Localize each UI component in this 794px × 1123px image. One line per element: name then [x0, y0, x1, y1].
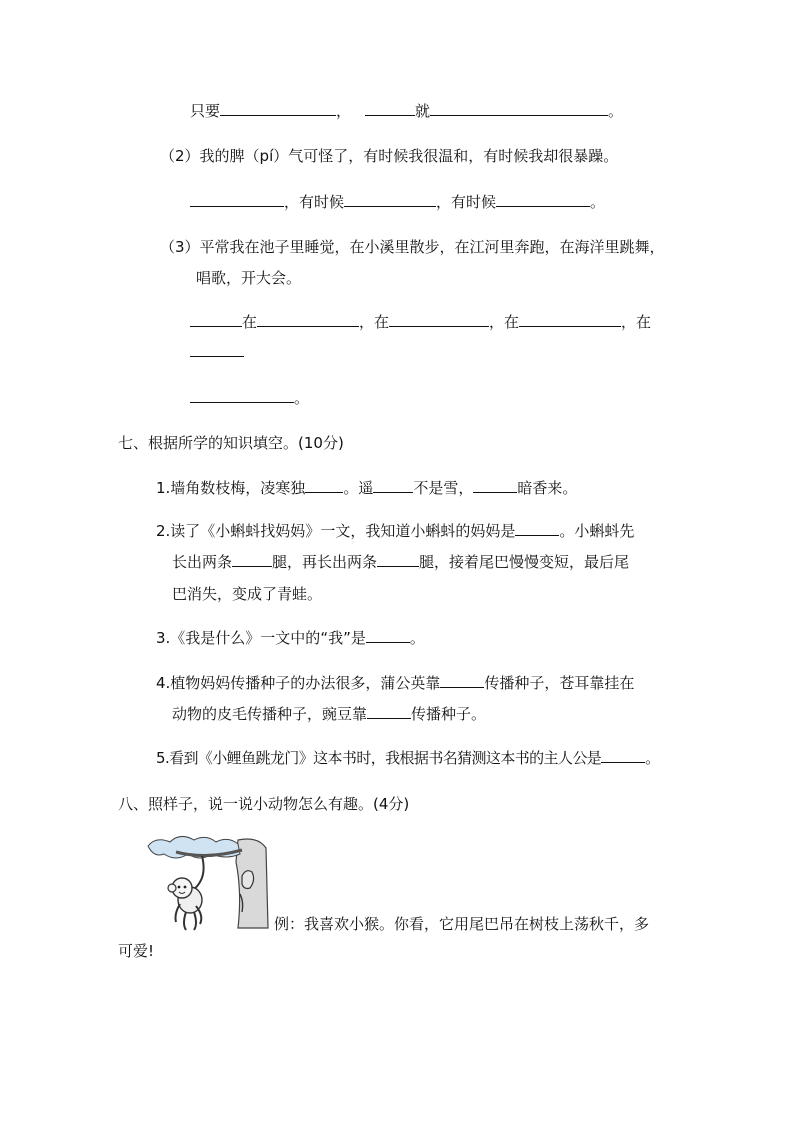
section-7-q3: 3.《我是什么》一文中的“我”是 。 [156, 629, 425, 647]
answer-blank[interactable] [389, 312, 489, 327]
answer-blank[interactable] [344, 192, 436, 207]
section-8-title: 八、照样子，说一说小动物怎么有趣。(4分) [118, 795, 410, 813]
section-7-q2-line3: 巴消失，变成了青蛙。 [172, 585, 323, 603]
question-6-3-answer-line2 [190, 342, 244, 362]
section-7-title: 七、根据所学的知识填空。(10分) [118, 434, 344, 452]
monkey-on-branch-icon [146, 832, 270, 936]
answer-blank[interactable] [190, 388, 294, 403]
answer-blank[interactable] [190, 192, 284, 207]
section-7-q4-line1: 4.植物妈妈传播种子的办法很多，蒲公英靠 传播种子，苍耳靠挂在 [156, 674, 635, 692]
question-6-3-answer-line1: 在 ，在 ，在 ，在 [190, 312, 651, 332]
answer-blank[interactable] [440, 673, 484, 688]
sentence-only-if: 只要 ， 就 。 [190, 102, 624, 120]
answer-blank[interactable] [496, 192, 590, 207]
answer-blank[interactable] [220, 101, 336, 116]
section-7-q5: 5.看到《小鲤鱼跳龙门》这本书时，我根据书名猜测这本书的主人公是 。 [156, 749, 660, 767]
section-8-example-line2: 可爱! [118, 942, 155, 960]
question-6-2-answer: ，有时候 ，有时候 。 [190, 192, 605, 212]
answer-blank[interactable] [515, 521, 559, 536]
answer-blank[interactable] [365, 101, 415, 116]
monkey-illustration [146, 832, 270, 936]
answer-blank[interactable] [367, 704, 411, 719]
answer-blank[interactable] [473, 478, 517, 493]
section-8-example-line1: 例：我喜欢小猴。你看，它用尾巴吊在树枝上荡秋千，多 [274, 915, 650, 933]
question-6-2-prompt: （2）我的脾（pí）气可怪了，有时候我很温和，有时候我却很暴躁。 [160, 147, 619, 165]
section-7-q2-line1: 2.读了《小蝌蚪找妈妈》一文，我知道小蝌蚪的妈妈是 。小蝌蚪先 [156, 522, 635, 540]
answer-blank[interactable] [190, 342, 244, 357]
answer-blank[interactable] [601, 748, 645, 763]
answer-blank[interactable] [305, 478, 343, 493]
section-7-q4-line2: 动物的皮毛传播种子，豌豆靠 传播种子。 [172, 705, 487, 723]
question-6-3-prompt-line2: 唱歌，开大会。 [196, 269, 302, 287]
answer-blank[interactable] [257, 312, 359, 327]
answer-blank[interactable] [190, 312, 242, 327]
question-6-3-prompt-line1: （3）平常我在池子里睡觉，在小溪里散步，在江河里奔跑，在海洋里跳舞， [160, 238, 665, 256]
section-7-q1: 1.墙角数枝梅，凌寒独 。遥 不是雪， 暗香来。 [156, 479, 578, 497]
section-7-q2-line2: 长出两条 腿，再长出两条 腿，接着尾巴慢慢变短，最后尾 [172, 553, 630, 571]
answer-blank[interactable] [377, 552, 419, 567]
answer-blank[interactable] [430, 101, 608, 116]
question-6-3-answer-line3: 。 [190, 388, 309, 408]
answer-blank[interactable] [232, 552, 272, 567]
answer-blank[interactable] [373, 478, 413, 493]
answer-blank[interactable] [519, 312, 621, 327]
answer-blank[interactable] [366, 628, 410, 643]
